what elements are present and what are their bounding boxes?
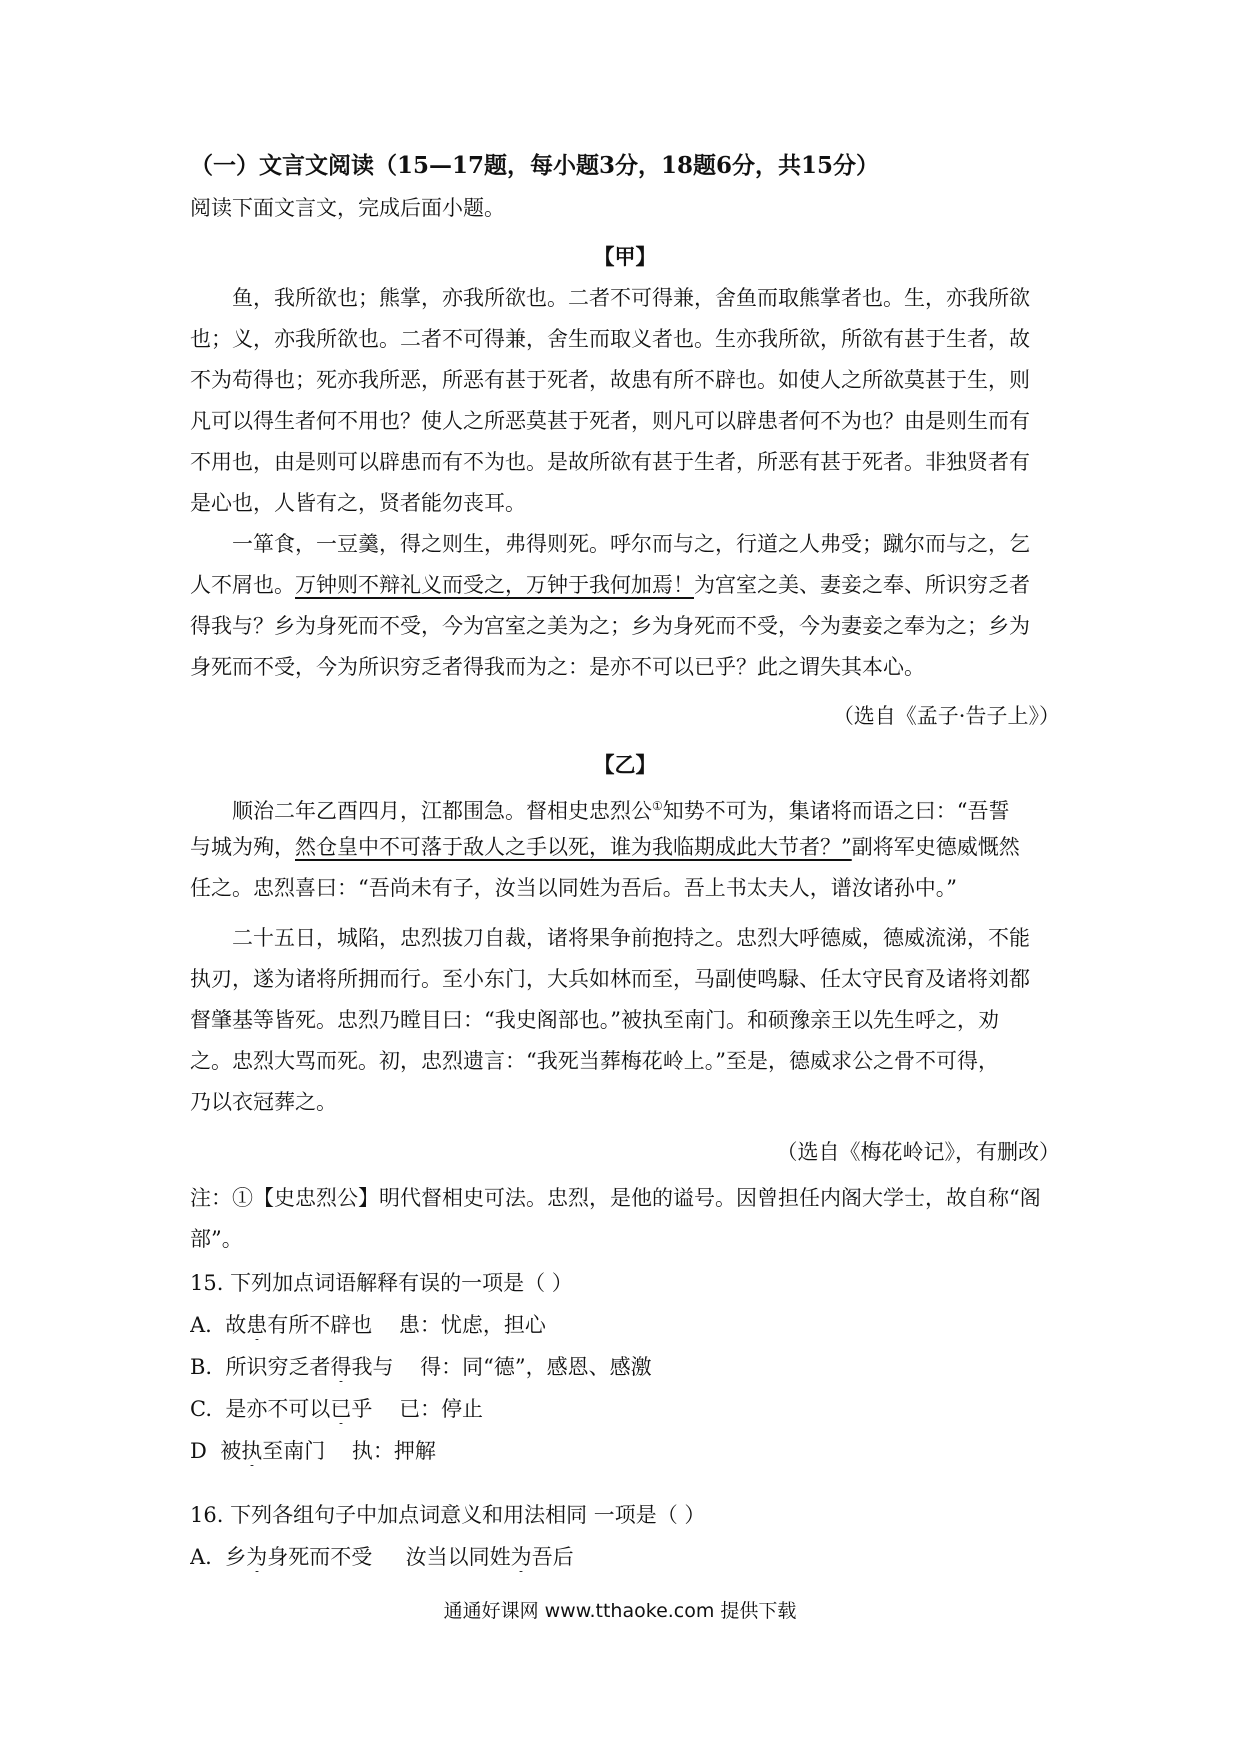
dotted-word: 患	[246, 1313, 268, 1337]
footnote-marker: ①	[652, 799, 663, 813]
passage-a-source: （选自《孟子·告子上》）	[832, 704, 1060, 728]
passage-b-line: 督肇基等皆死。忠烈乃瞠目曰：“我史阁部也。”被执至南门。和硕豫亲王以先生呼之，劝	[190, 1008, 999, 1032]
question-16-stem: 16. 下列各组句子中加点词意义和用法相同 一项是（ ）	[190, 1503, 706, 1527]
underlined-sentence: 然仓皇中不可落于敌人之手以死，谁为我临期成此大节者？”	[295, 835, 852, 859]
passage-b-line: 乃以衣冠葬之。	[190, 1090, 337, 1114]
passage-b-text: 顺治二年乙酉四月，江都围急。督相史忠烈公	[232, 799, 652, 823]
passage-b-text: 知势不可为，集诸将而语之曰：“吾誓	[662, 799, 1010, 823]
passage-b-text: 与城为殉，	[190, 835, 295, 859]
dotted-word: 得	[330, 1355, 352, 1379]
dotted-word: 执	[241, 1439, 263, 1463]
passage-a-line: 身死而不受，今为所识穷乏者得我而为之：是亦不可以已乎？此之谓失其本心。	[190, 655, 925, 679]
passage-a-text: 为宫室之美、妻妾之奉、所识穷乏者	[694, 573, 1030, 597]
dotted-word: 为	[246, 1545, 268, 1569]
q15-option-a: A. 故患有所不辟也 患：忧虑，担心	[190, 1313, 546, 1337]
passage-a-line: 不用也，由是则可以辟患而有不为也。是故所欲有甚于生者，所恶有甚于死者。非独贤者有	[190, 450, 1030, 474]
passage-b-line	[190, 832, 1060, 862]
section-title: （一）文言文阅读（15—17题，每小题3分，18题6分，共15分）	[190, 152, 880, 179]
page-footer: 通通好课网 www.tthaoke.com 提供下载	[443, 1600, 797, 1622]
passage-b-line: 之。忠烈大骂而死。初，忠烈遗言：“我死当葬梅花岭上。”至是，德威求公之骨不可得，	[190, 1049, 999, 1073]
q16-option-a: A. 乡为身死而不受 汝当以同姓为吾后	[190, 1545, 574, 1569]
passage-a-line: 也；义，亦我所欲也。二者不可得兼，舍生而取义者也。生亦我所欲，所欲有甚于生者，故	[190, 327, 1030, 351]
passage-b-line: 任之。忠烈喜曰：“吾尚未有子，汝当以同姓为吾后。吾上书太夫人，谱汝诸孙中。”	[190, 876, 957, 900]
passage-a-heading: 【甲】	[593, 244, 657, 269]
passage-b-line: 二十五日，城陷，忠烈拔刀自裁，诸将果争前抱持之。忠烈大呼德威，德威流涕，不能	[232, 926, 1030, 950]
question-15-stem: 15. 下列加点词语解释有误的一项是（ ）	[190, 1271, 573, 1295]
passage-a-line: 凡可以得生者何不用也？使人之所恶莫甚于死者，则凡可以辟患者何不为也？由是则生而有	[190, 409, 1030, 433]
dotted-word: 已	[330, 1397, 352, 1421]
passage-b-line: 执刃，遂为诸将所拥而行。至小东门，大兵如林而至，马副使鸣騄、任太守民育及诸将刘都	[190, 967, 1030, 991]
passage-b-line	[190, 791, 1060, 826]
passage-a-line	[190, 570, 1060, 600]
passage-b-heading: 【乙】	[593, 752, 657, 777]
q15-option-c: C. 是亦不可以已乎 已：停止	[190, 1397, 484, 1421]
passage-b-source: （选自《梅花岭记》，有删改）	[776, 1140, 1060, 1164]
passage-a-line: 是心也，人皆有之，贤者能勿丧耳。	[190, 491, 526, 515]
passage-a-line: 不为苟得也；死亦我所恶，所恶有甚于死者，故患有所不辟也。如使人之所欲莫甚于生，则	[190, 368, 1030, 392]
q15-option-d: D 被执至南门 执：押解	[190, 1439, 436, 1463]
underlined-sentence: 万钟则不辩礼义而受之，万钟于我何加焉！	[295, 573, 694, 597]
passage-a-line: 鱼，我所欲也；熊掌，亦我所欲也。二者不可得兼，舍鱼而取熊掌者也。生，亦我所欲	[232, 286, 1030, 310]
passage-a-text: 人不屑也。	[190, 573, 295, 597]
passage-a-line: 得我与？乡为身死而不受，今为宫室之美为之；乡为身死而不受，今为妻妾之奉为之；乡为	[190, 614, 1030, 638]
passage-b-text: 副将军史德威慨然	[851, 835, 1020, 859]
passage-a-line: 一箪食，一豆羹，得之则生，弗得则死。呼尔而与之，行道之人弗受；蹴尔而与之，乞	[232, 532, 1030, 556]
footnote-line: 部”。	[190, 1227, 243, 1251]
instruction-text: 阅读下面文言文，完成后面小题。	[190, 196, 505, 220]
footnote-line: 注：①【史忠烈公】明代督相史可法。忠烈，是他的谥号。因曾担任内阁大学士，故自称“阁	[190, 1186, 1041, 1210]
dotted-word: 为	[510, 1545, 532, 1569]
q15-option-b: B. 所识穷乏者得我与 得：同“德”，感恩、感激	[190, 1355, 652, 1379]
